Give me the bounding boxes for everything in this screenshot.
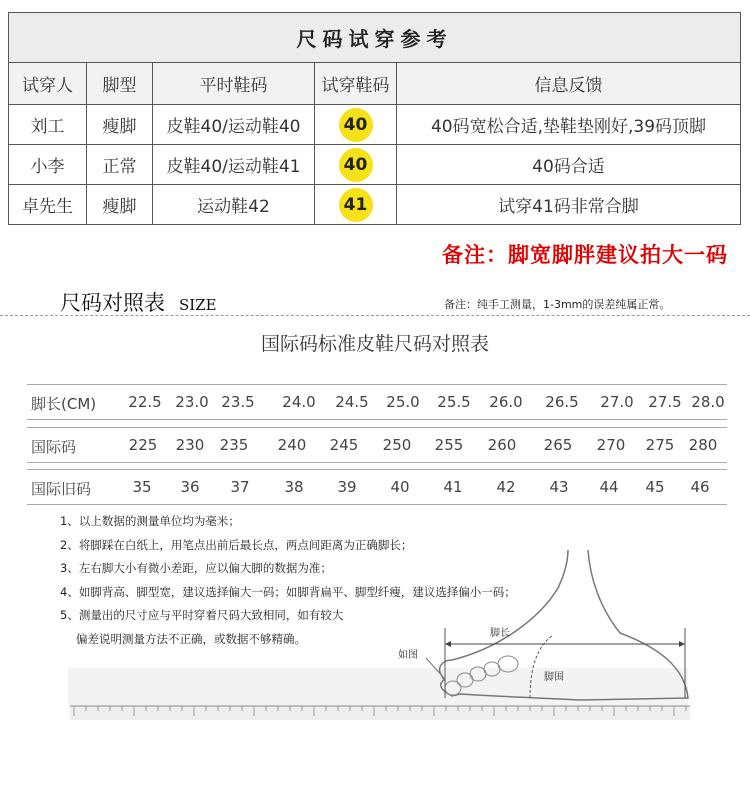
girth-label: 脚围 (544, 672, 564, 683)
feedback: 40码合适 (397, 145, 741, 185)
chart-cell: 25.0 (386, 393, 420, 411)
tryon-table (8, 12, 741, 225)
measure-instructions (60, 510, 516, 651)
header-foot-type: 脚型 (87, 63, 153, 105)
table-row (9, 185, 741, 225)
chart-cell: 24.0 (282, 393, 316, 411)
chart-title: 国际码标准皮鞋尺码对照表 (260, 333, 489, 355)
chart-cell: 40 (390, 478, 410, 496)
instruction-item: 2、将脚踩在白纸上，用笔点出前后最长点，两点间距离为正确脚长； (60, 537, 413, 552)
example-label: 如图 (398, 650, 418, 661)
usual-size: 皮鞋40/运动鞋40 (153, 105, 315, 145)
chart-cell: 25.5 (437, 393, 471, 411)
chart-cell: 250 (382, 436, 412, 454)
feedback: 试穿41码非常合脚 (397, 185, 741, 225)
red-remark: 备注：脚宽脚胖建议拍大一码 (442, 243, 728, 267)
header-tried-size: 试穿鞋码 (315, 63, 397, 105)
header-tester: 试穿人 (9, 63, 87, 105)
chart-cell: 23.0 (175, 393, 209, 411)
instruction-item: 4、如脚背高、脚型宽，建议选择偏大一码；如脚背扁平、脚型纤瘦，建议选择偏小一码； (60, 584, 516, 599)
chart-cell: 270 (596, 436, 626, 454)
chart-cell: 43 (549, 478, 569, 496)
chart-cell: 42 (496, 478, 516, 496)
size-badge: 41 (339, 188, 373, 222)
chart-cell: 37 (230, 478, 250, 496)
header-feedback: 信息反馈 (397, 63, 741, 105)
instruction-item: 偏差说明测量方法不正确，或数据不够精确。 (76, 631, 306, 646)
chart-cell: 41 (443, 478, 463, 496)
chart-cell: 275 (645, 436, 675, 454)
chart-cell: 230 (175, 436, 205, 454)
chart-cell: 28.0 (691, 393, 725, 411)
row-label: 国际旧码 (31, 480, 92, 498)
chart-row-length (27, 384, 727, 420)
chart-cell: 38 (284, 478, 304, 496)
chart-cell: 265 (543, 436, 573, 454)
chart-cell: 280 (688, 436, 718, 454)
tryon-header-row (9, 63, 741, 105)
chart-cell: 235 (219, 436, 249, 454)
chart-cell: 36 (180, 478, 200, 496)
row-label: 国际码 (31, 438, 77, 456)
tester-name: 刘工 (9, 105, 87, 145)
chart-cell: 260 (487, 436, 517, 454)
table-row (9, 145, 741, 185)
instruction-item: 3、左右脚大小有微小差距，应以偏大脚的数据为准； (60, 561, 332, 575)
chart-cell: 245 (329, 436, 359, 454)
size-badge: 40 (339, 108, 373, 142)
foot-type: 正常 (87, 145, 153, 185)
feedback: 40码宽松合适,垫鞋垫刚好,39码顶脚 (397, 105, 741, 145)
chart-cell: 26.5 (545, 393, 579, 411)
size-badge: 40 (339, 148, 373, 182)
chart-cell: 225 (128, 436, 158, 454)
chart-row-old (27, 469, 727, 505)
table-row (9, 105, 741, 145)
usual-size: 运动鞋42 (153, 185, 315, 225)
chart-cell: 39 (337, 478, 357, 496)
foot-type: 瘦脚 (87, 105, 153, 145)
instruction-item: 1、以上数据的测量单位均为毫米； (60, 514, 240, 528)
usual-size: 皮鞋40/运动鞋41 (153, 145, 315, 185)
instruction-item: 5、测量出的尺寸应与平时穿着尺码大致相同，如有较大 (60, 608, 344, 622)
chart-cell: 240 (277, 436, 307, 454)
measure-note: 备注：纯手工测量，1-3mm的误差纯属正常。 (444, 298, 671, 311)
tried-size-cell (315, 105, 397, 145)
chart-row-intl (27, 427, 727, 463)
tried-size-cell (315, 145, 397, 185)
chart-cell: 45 (645, 478, 665, 496)
chart-cell: 24.5 (335, 393, 369, 411)
chart-cell: 44 (599, 478, 619, 496)
tester-name: 小李 (9, 145, 87, 185)
chart-cell: 23.5 (221, 393, 255, 411)
chart-cell: 46 (690, 478, 710, 496)
chart-cell: 26.0 (489, 393, 523, 411)
tryon-table-title: 尺码试穿参考 (9, 13, 741, 63)
tester-name: 卓先生 (9, 185, 87, 225)
tried-size-cell (315, 185, 397, 225)
size-title-en: SIZE (179, 296, 217, 314)
foot-type: 瘦脚 (87, 185, 153, 225)
row-label: 脚长(CM) (31, 395, 97, 413)
chart-cell: 35 (132, 478, 152, 496)
size-title-cn: 尺码对照表 (60, 291, 165, 315)
chart-cell: 255 (434, 436, 464, 454)
chart-cell: 22.5 (128, 393, 162, 411)
ruler (70, 706, 690, 720)
chart-cell: 27.0 (600, 393, 634, 411)
dashed-divider (0, 315, 750, 316)
length-label: 脚长 (490, 628, 510, 639)
header-usual-size: 平时鞋码 (153, 63, 315, 105)
chart-cell: 27.5 (648, 393, 682, 411)
size-chart-heading (60, 287, 217, 317)
